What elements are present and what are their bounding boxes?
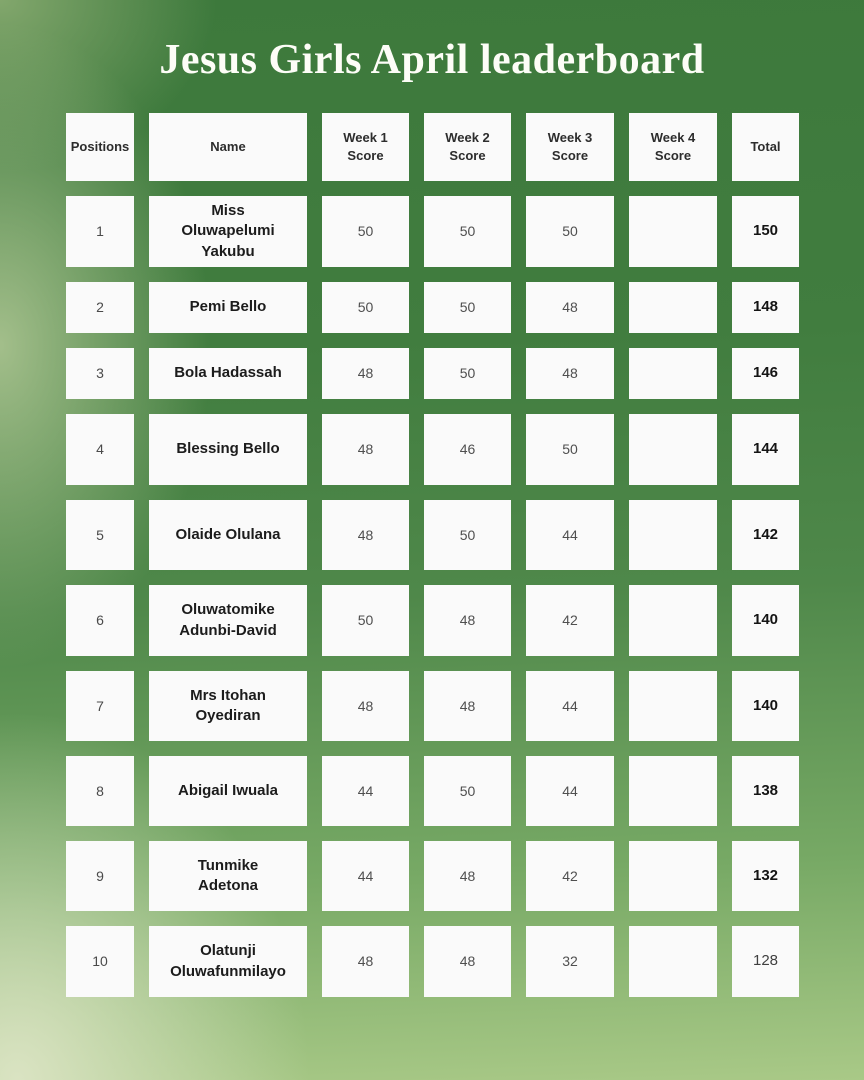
position-cell: 2 [66,282,134,333]
position-cell: 1 [66,196,134,267]
header-name: Name [149,113,307,181]
week4-score-cell [629,756,717,826]
week4-score-cell [629,841,717,911]
week2-score-cell: 50 [424,500,511,570]
week3-score-cell: 32 [526,926,614,997]
total-cell: 132 [732,841,799,911]
week2-score-cell: 50 [424,282,511,333]
week1-score-cell: 44 [322,756,409,826]
week1-score-cell: 48 [322,500,409,570]
week3-score-cell: 44 [526,671,614,741]
week2-score-cell: 46 [424,414,511,485]
name-cell: Olaide Olulana [149,500,307,570]
week4-score-cell [629,585,717,656]
total-cell: 148 [732,282,799,333]
position-cell: 9 [66,841,134,911]
header-week2-score: Week 2 Score [424,113,511,181]
week3-score-cell: 50 [526,414,614,485]
name-cell: Blessing Bello [149,414,307,485]
name-cell: Miss Oluwapelumi Yakubu [149,196,307,267]
week3-score-cell: 42 [526,841,614,911]
week4-score-cell [629,926,717,997]
header-week1-score: Week 1 Score [322,113,409,181]
total-cell: 144 [732,414,799,485]
name-cell: Mrs Itohan Oyediran [149,671,307,741]
week4-score-cell [629,348,717,399]
week3-score-cell: 44 [526,500,614,570]
header-positions: Positions [66,113,134,181]
name-cell: Oluwatomike Adunbi-David [149,585,307,656]
position-cell: 4 [66,414,134,485]
total-cell: 140 [732,585,799,656]
position-cell: 10 [66,926,134,997]
week1-score-cell: 48 [322,348,409,399]
header-total: Total [732,113,799,181]
week3-score-cell: 48 [526,282,614,333]
position-cell: 5 [66,500,134,570]
week3-score-cell: 44 [526,756,614,826]
week1-score-cell: 48 [322,414,409,485]
name-cell: Abigail Iwuala [149,756,307,826]
position-cell: 8 [66,756,134,826]
total-cell: 146 [732,348,799,399]
leaderboard-table [66,113,799,997]
week4-score-cell [629,282,717,333]
week3-score-cell: 50 [526,196,614,267]
week1-score-cell: 50 [322,196,409,267]
name-cell: Pemi Bello [149,282,307,333]
total-cell: 138 [732,756,799,826]
week3-score-cell: 42 [526,585,614,656]
name-cell: Tunmike Adetona [149,841,307,911]
header-week3-score: Week 3 Score [526,113,614,181]
week1-score-cell: 44 [322,841,409,911]
position-cell: 3 [66,348,134,399]
week2-score-cell: 50 [424,756,511,826]
name-cell: Bola Hadassah [149,348,307,399]
week4-score-cell [629,196,717,267]
week4-score-cell [629,671,717,741]
page-title: Jesus Girls April leaderboard [159,37,705,83]
total-cell: 150 [732,196,799,267]
position-cell: 7 [66,671,134,741]
header-week4-score: Week 4 Score [629,113,717,181]
week4-score-cell [629,500,717,570]
week2-score-cell: 48 [424,841,511,911]
week1-score-cell: 50 [322,282,409,333]
week3-score-cell: 48 [526,348,614,399]
week2-score-cell: 50 [424,348,511,399]
total-cell: 128 [732,926,799,997]
total-cell: 142 [732,500,799,570]
week2-score-cell: 48 [424,926,511,997]
week1-score-cell: 48 [322,926,409,997]
position-cell: 6 [66,585,134,656]
name-cell: Olatunji Oluwafunmilayo [149,926,307,997]
week2-score-cell: 50 [424,196,511,267]
week2-score-cell: 48 [424,671,511,741]
week4-score-cell [629,414,717,485]
week2-score-cell: 48 [424,585,511,656]
week1-score-cell: 48 [322,671,409,741]
total-cell: 140 [732,671,799,741]
week1-score-cell: 50 [322,585,409,656]
